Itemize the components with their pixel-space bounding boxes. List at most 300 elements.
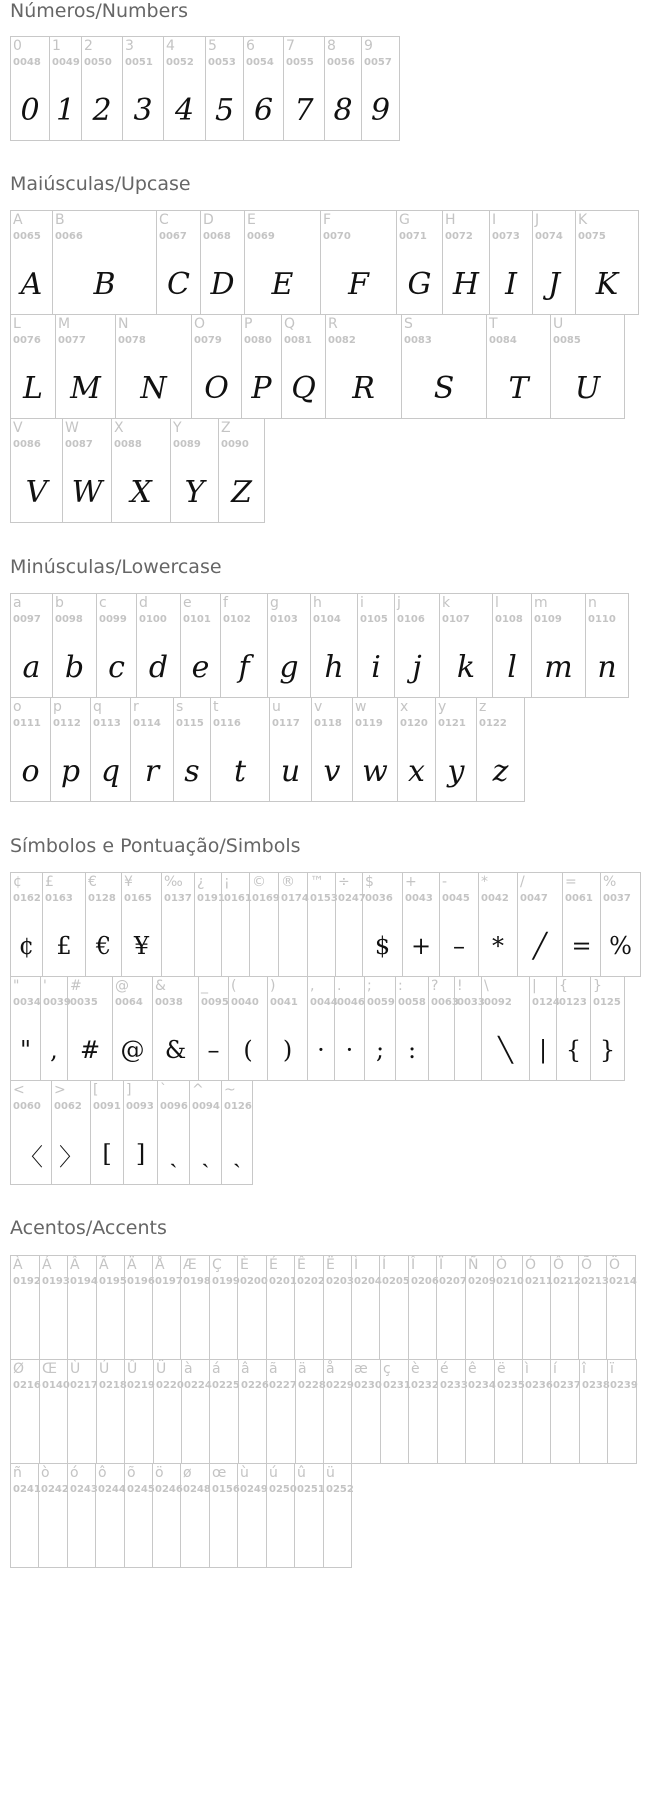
glyph-code-label: 0153 (310, 893, 338, 904)
glyph-preview (324, 1506, 351, 1568)
glyph-preview: b (64, 649, 85, 685)
glyph-preview: $ (374, 932, 391, 960)
glyph-code-label: 0124 (532, 997, 560, 1008)
glyph-preview (551, 1402, 579, 1464)
glyph-code-label: 0213 (581, 1276, 609, 1287)
glyph-cell (518, 873, 563, 977)
glyph-character-label: @ (115, 978, 129, 994)
glyph-cell (131, 698, 174, 802)
glyph-cell (365, 977, 396, 1081)
glyph-row (10, 872, 641, 977)
glyph-preview (11, 1506, 38, 1568)
glyph-code-label: 0219 (127, 1380, 155, 1391)
glyph-code-label: 0080 (244, 335, 272, 346)
glyph-cell (157, 211, 201, 315)
glyph-character-label: < (13, 1082, 25, 1098)
glyph-code-label: 0236 (525, 1380, 553, 1391)
glyph-code-label: 0232 (411, 1380, 439, 1391)
glyph-cell (591, 977, 625, 1081)
glyph-character-label: / (520, 874, 525, 890)
glyph-code-label: 0096 (160, 1101, 188, 1112)
glyph-code-label: 0097 (13, 614, 41, 625)
glyph-preview: n (597, 649, 617, 685)
glyph-code-label: 0071 (399, 231, 427, 242)
glyph-cell (358, 594, 395, 698)
glyph-preview: ˎ (201, 1139, 210, 1168)
glyph-character-label: ë (497, 1361, 506, 1377)
glyph-character-label: a (13, 595, 22, 611)
glyph-code-label: 0137 (164, 893, 192, 904)
glyph-cell (466, 1256, 494, 1360)
glyph-code-label: 0235 (497, 1380, 525, 1391)
glyph-cell (336, 873, 366, 977)
glyph-cell (171, 419, 219, 523)
glyph-cell (11, 37, 50, 141)
glyph-cell (11, 594, 53, 698)
glyph-cell (41, 977, 71, 1081)
glyph-preview: ( (243, 1036, 253, 1064)
glyph-character-label: Ö (609, 1257, 621, 1273)
glyph-preview (222, 915, 249, 977)
glyph-code-label: 0038 (155, 997, 183, 1008)
glyph-preview (466, 1402, 494, 1464)
glyph-preview: S (433, 370, 455, 406)
glyph-code-label: 0192 (13, 1276, 41, 1287)
glyph-code-label: 0099 (99, 614, 127, 625)
glyph-character-label: 0 (13, 38, 22, 54)
glyph-code-label: 0227 (269, 1380, 297, 1391)
glyph-code-label: 0050 (84, 57, 112, 68)
glyph-preview (238, 1506, 266, 1568)
glyph-cell (63, 419, 112, 523)
glyph-preview: q (100, 753, 121, 789)
glyph-preview: – (453, 932, 465, 960)
glyph-character-label: Z (221, 420, 231, 436)
glyph-code-label: 0100 (139, 614, 167, 625)
glyph-character-label: Ï (439, 1257, 444, 1273)
glyph-cell (284, 37, 325, 141)
glyph-character-label: í (553, 1361, 557, 1377)
glyph-cell (210, 1256, 238, 1360)
glyph-cell (210, 1464, 238, 1568)
glyph-cell (362, 37, 400, 141)
glyph-cell (97, 594, 137, 698)
glyph-code-label: 0113 (93, 718, 121, 729)
glyph-character-label: - (442, 874, 448, 890)
glyph-character-label: Ø (13, 1361, 25, 1377)
glyph-cell (239, 1360, 267, 1464)
glyph-character-label: H (445, 212, 456, 228)
glyph-character-label: 8 (327, 38, 336, 54)
glyph-code-label: 0163 (45, 893, 73, 904)
glyph-cell (440, 873, 479, 977)
glyph-code-label: 0210 (496, 1276, 524, 1287)
glyph-character-label: ù (240, 1465, 249, 1481)
glyph-code-label: 0069 (247, 231, 275, 242)
glyph-cell (162, 873, 195, 977)
glyph-character-label: ™ (310, 874, 324, 890)
glyph-code-label: 0229 (326, 1380, 354, 1391)
glyph-character-label: k (442, 595, 451, 611)
glyph-cell (238, 1256, 267, 1360)
glyph-code-label: 0089 (173, 439, 201, 450)
glyph-code-label: 0225 (212, 1380, 240, 1391)
glyph-cell (195, 873, 225, 977)
glyph-code-label: 0161 (224, 893, 252, 904)
glyph-character-label: L (13, 316, 21, 332)
glyph-code-label: 0049 (52, 57, 80, 68)
glyph-code-label: 0075 (578, 231, 606, 242)
glyph-character-label: œ (212, 1465, 227, 1481)
glyph-code-label: 0244 (98, 1484, 126, 1495)
glyph-preview (551, 1298, 578, 1360)
glyph-code-label: 0118 (314, 718, 342, 729)
glyph-preview: r (144, 753, 160, 789)
glyph-code-label: 0218 (99, 1380, 127, 1391)
glyph-character-label: Ó (525, 1257, 537, 1273)
glyph-character-label: ö (155, 1465, 164, 1481)
glyph-cell (579, 1256, 607, 1360)
glyph-cell (324, 1360, 352, 1464)
glyph-cell (242, 315, 282, 419)
glyph-row (10, 210, 639, 315)
glyph-preview (295, 1298, 323, 1360)
glyph-cell (219, 419, 265, 523)
glyph-cell (523, 1360, 551, 1464)
glyph-code-label: 0191 (197, 893, 225, 904)
glyph-code-label: 0197 (155, 1276, 183, 1287)
glyph-cell (222, 873, 250, 977)
glyph-code-label: 0067 (159, 231, 187, 242)
glyph-cell (91, 698, 131, 802)
glyph-character-label: , (310, 978, 315, 994)
glyph-preview: 1 (55, 92, 76, 128)
glyph-character-label: U (553, 316, 564, 332)
glyph-preview: ) (282, 1036, 293, 1064)
glyph-preview (210, 1402, 238, 1464)
glyph-preview: o (21, 753, 40, 789)
glyph-preview: a (22, 649, 41, 685)
glyph-preview: 6 (253, 92, 274, 128)
glyph-character-label: _ (201, 978, 208, 994)
glyph-code-label: 0231 (383, 1380, 411, 1391)
glyph-code-label: 0198 (183, 1276, 211, 1287)
glyph-preview: d (148, 649, 169, 685)
glyph-cell (97, 1360, 125, 1464)
glyph-code-label: 0062 (54, 1101, 82, 1112)
glyph-character-label: Æ (183, 1257, 197, 1273)
glyph-preview: c (108, 649, 125, 685)
glyph-character-label: h (313, 595, 322, 611)
glyph-code-label: 0234 (468, 1380, 496, 1391)
glyph-preview: e (191, 649, 210, 685)
glyph-code-label: 0245 (127, 1484, 155, 1495)
glyph-cell (182, 1360, 210, 1464)
glyph-cell (221, 594, 268, 698)
glyph-cell (381, 1360, 409, 1464)
glyph-preview: f (238, 649, 250, 685)
glyph-row (10, 1463, 352, 1568)
glyph-preview: – (207, 1036, 220, 1064)
glyph-character-label: J (535, 212, 540, 228)
glyph-character-label: ú (269, 1465, 278, 1481)
glyph-character-label: Ë (326, 1257, 335, 1273)
glyph-cell (282, 315, 326, 419)
glyph-preview (438, 1402, 465, 1464)
glyph-code-label: 0077 (58, 335, 86, 346)
glyph-cell (68, 1464, 96, 1568)
glyph-cell (11, 315, 56, 419)
glyph-cell (11, 1464, 39, 1568)
glyph-preview (154, 1402, 181, 1464)
glyph-cell (409, 1256, 437, 1360)
glyph-character-label: x (400, 699, 409, 715)
glyph-code-label: 0102 (223, 614, 251, 625)
glyph-code-label: 0228 (298, 1380, 326, 1391)
glyph-code-label: 0216 (13, 1380, 41, 1391)
glyph-code-label: 0040 (231, 997, 259, 1008)
glyph-cell (380, 1256, 409, 1360)
glyph-cell (11, 873, 43, 977)
glyph-character-label: é (440, 1361, 449, 1377)
glyph-preview: 4 (174, 92, 195, 128)
glyph-code-label: 0046 (337, 997, 365, 1008)
glyph-character-label: ò (41, 1465, 50, 1481)
glyph-code-label: 0107 (442, 614, 470, 625)
glyph-character-label: [ (93, 1082, 99, 1098)
glyph-cell (51, 698, 91, 802)
glyph-code-label: 0088 (114, 439, 142, 450)
glyph-preview (181, 1298, 209, 1360)
glyph-character-label: n (588, 595, 597, 611)
glyph-character-label: $ (365, 874, 374, 890)
glyph-character-label: Ã (99, 1257, 109, 1273)
glyph-character-label: ô (98, 1465, 107, 1481)
glyph-code-label: 0090 (221, 439, 249, 450)
glyph-code-label: 0212 (553, 1276, 581, 1287)
section-title-lowercase: Minúsculas/Lowercase (10, 556, 222, 578)
glyph-row (10, 697, 525, 802)
glyph-row (10, 1359, 637, 1464)
glyph-preview: € (95, 932, 112, 960)
glyph-code-label: 0034 (13, 997, 41, 1008)
glyph-code-label: 0091 (93, 1101, 121, 1112)
glyph-preview: ˎ (233, 1139, 241, 1168)
glyph-character-label: 3 (125, 38, 134, 54)
glyph-character-label: ] (126, 1082, 132, 1098)
glyph-cell (125, 1464, 153, 1568)
glyph-character-label: Á (42, 1257, 52, 1273)
glyph-cell (52, 1081, 91, 1185)
glyph-preview: 〈 (19, 1142, 43, 1171)
glyph-cell (576, 211, 639, 315)
glyph-cell (164, 37, 206, 141)
glyph-character-label: W (65, 420, 79, 436)
glyph-cell (68, 1256, 97, 1360)
glyph-preview: " (19, 1036, 32, 1064)
glyph-cell (116, 315, 192, 419)
section-title-upcase: Maiúsculas/Upcase (10, 173, 191, 195)
glyph-character-label: F (323, 212, 332, 228)
glyph-cell (43, 873, 86, 977)
glyph-preview: ¥ (133, 932, 150, 960)
glyph-preview: 0 (20, 92, 40, 128)
glyph-preview (68, 1402, 96, 1464)
glyph-preview (608, 1402, 636, 1464)
glyph-character-label: ó (70, 1465, 79, 1481)
glyph-cell (335, 977, 365, 1081)
glyph-code-label: 0230 (354, 1380, 382, 1391)
glyph-cell (438, 1360, 466, 1464)
glyph-cell (402, 315, 487, 419)
glyph-code-label: 0226 (241, 1380, 269, 1391)
glyph-cell (563, 873, 601, 977)
glyph-code-label: 0039 (43, 997, 71, 1008)
glyph-row (10, 1080, 253, 1185)
glyph-character-label: ê (468, 1361, 477, 1377)
glyph-preview: @ (120, 1036, 145, 1064)
glyph-code-label: 0059 (367, 997, 395, 1008)
glyph-preview: Y (184, 474, 205, 510)
glyph-character-label: : (398, 978, 403, 994)
glyph-character-label: 2 (84, 38, 93, 54)
glyph-cell (429, 977, 459, 1081)
glyph-character-label: j (397, 595, 401, 611)
glyph-character-label: } (593, 978, 602, 994)
glyph-preview (381, 1402, 408, 1464)
glyph-preview: Q (291, 370, 316, 406)
glyph-code-label: 0250 (269, 1484, 297, 1495)
glyph-character-label: ÷ (338, 874, 350, 890)
glyph-character-label: . (337, 978, 342, 994)
glyph-character-label: w (355, 699, 367, 715)
glyph-cell (158, 1081, 190, 1185)
glyph-preview (40, 1298, 67, 1360)
glyph-preview: N (140, 370, 167, 406)
glyph-character-label: Ê (297, 1257, 306, 1273)
glyph-preview: y (447, 753, 465, 789)
glyph-cell (270, 698, 312, 802)
glyph-preview: s (184, 753, 200, 789)
glyph-cell (311, 594, 358, 698)
glyph-cell (86, 873, 122, 977)
glyph-preview (250, 915, 278, 977)
glyph-cell (91, 1081, 124, 1185)
glyph-cell (11, 1360, 40, 1464)
glyph-character-label: ¿ (197, 874, 205, 890)
glyph-character-label: ¢ (13, 874, 22, 890)
glyph-row (10, 36, 400, 141)
glyph-preview (352, 1298, 379, 1360)
glyph-character-label: P (244, 316, 253, 332)
glyph-character-label: | (532, 978, 537, 994)
glyph-character-label: Ä (127, 1257, 137, 1273)
glyph-cell (192, 315, 242, 419)
glyph-preview (607, 1298, 635, 1360)
glyph-character-label: C (159, 212, 169, 228)
glyph-code-label: 0085 (553, 335, 581, 346)
glyph-preview: T (508, 370, 529, 406)
glyph-preview: ¢ (18, 932, 35, 960)
glyph-preview (125, 1506, 152, 1568)
glyph-character-label: ü (326, 1465, 335, 1481)
glyph-code-label: 0246 (155, 1484, 183, 1495)
glyph-character-label: ì (525, 1361, 529, 1377)
glyph-code-label: 0119 (355, 718, 383, 729)
glyph-code-label: 0252 (326, 1484, 354, 1495)
glyph-preview: W (71, 474, 103, 510)
glyph-character-label: T (489, 316, 498, 332)
glyph-code-label: 0206 (411, 1276, 439, 1287)
section-title-accents: Acentos/Accents (10, 1217, 167, 1239)
glyph-character-label: Ù (70, 1361, 81, 1377)
glyph-code-label: 0114 (133, 718, 161, 729)
glyph-code-label: 0220 (156, 1380, 184, 1391)
glyph-code-label: 0117 (272, 718, 300, 729)
glyph-cell (363, 873, 403, 977)
glyph-preview: O (204, 370, 229, 406)
glyph-cell (244, 37, 284, 141)
glyph-preview: v (323, 753, 341, 789)
glyph-character-label: O (194, 316, 206, 332)
glyph-character-label: s (176, 699, 184, 715)
glyph-code-label: 0036 (365, 893, 393, 904)
glyph-preview (68, 1506, 95, 1568)
glyph-row (10, 314, 625, 419)
glyph-code-label: 0101 (183, 614, 211, 625)
glyph-preview (40, 1402, 67, 1464)
glyph-character-label: æ (354, 1361, 368, 1377)
glyph-character-label: â (241, 1361, 250, 1377)
glyph-cell (181, 594, 221, 698)
glyph-row (10, 976, 625, 1081)
glyph-cell (68, 977, 113, 1081)
glyph-code-label: 0048 (13, 57, 41, 68)
glyph-cell (440, 594, 493, 698)
glyph-preview (182, 1402, 209, 1464)
glyph-preview: L (23, 370, 43, 406)
glyph-character-label: á (212, 1361, 221, 1377)
glyph-cell (238, 1464, 267, 1568)
glyph-character-label: ' (43, 978, 47, 994)
glyph-cell (395, 594, 440, 698)
glyph-cell (53, 594, 97, 698)
glyph-code-label: 0087 (65, 439, 93, 450)
glyph-preview (523, 1402, 550, 1464)
glyph-code-label: 0224 (184, 1380, 212, 1391)
glyph-preview: X (130, 474, 152, 510)
glyph-character-label: B (55, 212, 65, 228)
glyph-code-label: 0104 (313, 614, 341, 625)
glyph-character-label: ï (610, 1361, 614, 1377)
glyph-character-label: ~ (224, 1082, 236, 1098)
glyph-code-label: 0214 (609, 1276, 637, 1287)
glyph-code-label: 0204 (354, 1276, 382, 1287)
glyph-code-label: 0094 (192, 1101, 220, 1112)
glyph-cell (137, 594, 181, 698)
glyph-code-label: 0238 (582, 1380, 610, 1391)
glyph-cell (40, 1360, 68, 1464)
glyph-character-label: R (328, 316, 338, 332)
glyph-preview: j (412, 649, 422, 685)
glyph-character-label: Y (173, 420, 182, 436)
glyph-character-label: V (13, 420, 23, 436)
glyph-preview: + (410, 932, 432, 960)
glyph-preview: U (574, 370, 601, 406)
glyph-preview: · (345, 1036, 354, 1064)
glyph-preview: i (371, 649, 381, 685)
glyph-character-label: Ç (212, 1257, 222, 1273)
